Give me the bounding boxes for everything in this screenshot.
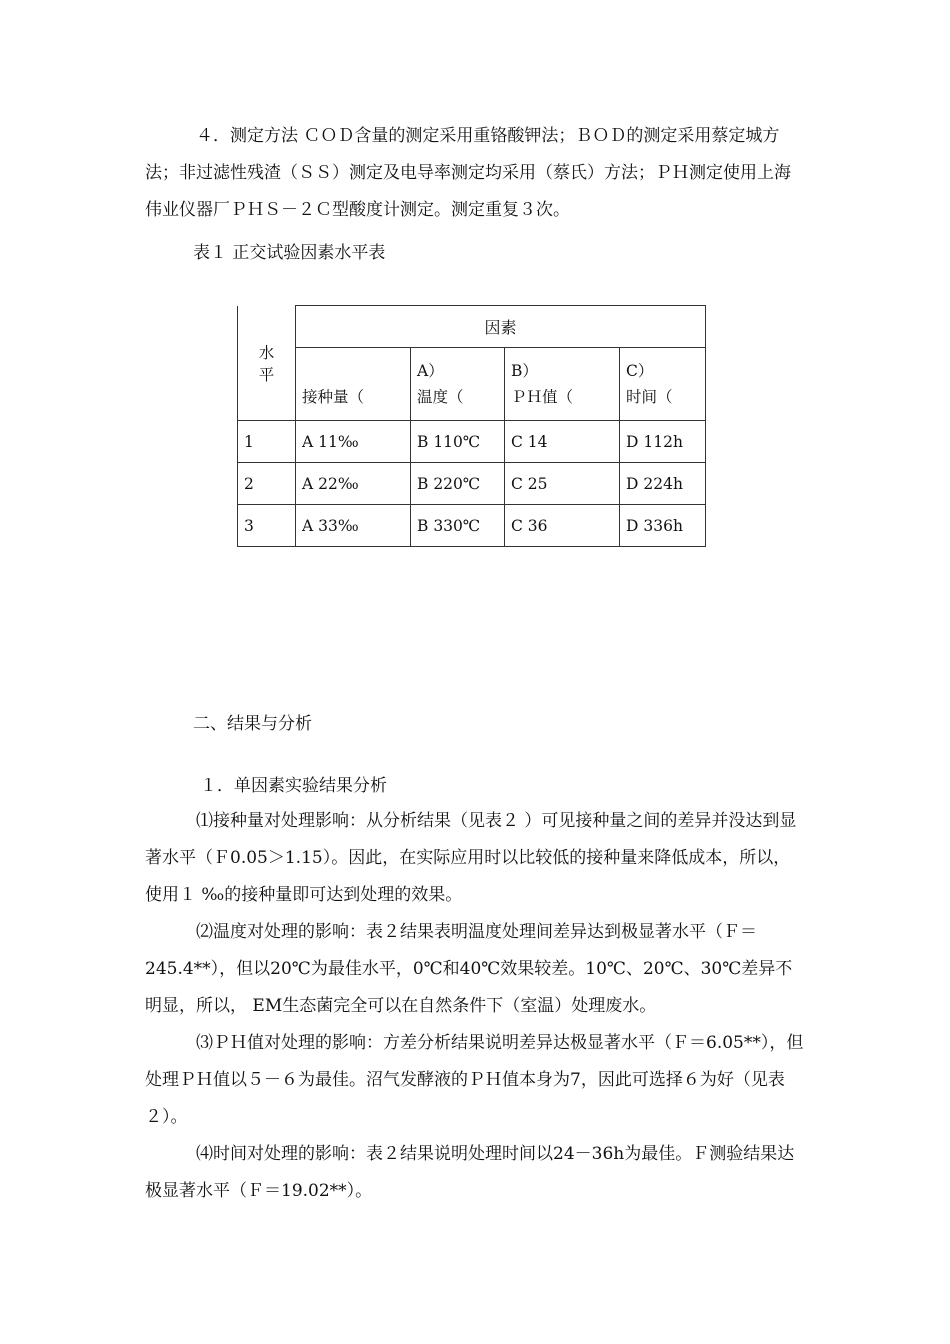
table-cell: A 33‰ xyxy=(296,505,411,547)
table-cell: D 336h xyxy=(620,505,706,547)
column-label: 接种量（ xyxy=(302,388,365,406)
table-cell: A 22‰ xyxy=(296,463,411,505)
table-cell: B 220℃ xyxy=(411,463,505,505)
table-row xyxy=(238,505,706,547)
column-label: 温度（ xyxy=(417,388,464,406)
column-header xyxy=(505,348,620,421)
level-header-cell xyxy=(238,306,296,421)
table-cell: A 11‰ xyxy=(296,421,411,463)
column-prefix xyxy=(302,358,404,384)
column-label: 时间（ xyxy=(626,388,673,406)
column-label: ＰＨ值（ xyxy=(511,388,574,406)
level-header-line2: 平 xyxy=(258,365,275,384)
column-header xyxy=(620,348,706,421)
table1-caption: 表１ 正交试验因素水平表 xyxy=(193,243,386,263)
column-prefix: B） xyxy=(511,362,538,380)
factor-level-table xyxy=(237,305,706,547)
table-cell: C 25 xyxy=(505,463,620,505)
table-cell: C 14 xyxy=(505,421,620,463)
column-prefix: C） xyxy=(626,362,654,380)
result-paragraph-4: ⑷时间对处理的影响：表２结果说明处理时间以24－36h为最佳。Ｆ测验结果达极显著水平（Ｆ＝19.02**）。 xyxy=(145,1144,795,1201)
table-row xyxy=(238,463,706,505)
result-paragraph-3: ⑶ＰＨ值对处理的影响：方差分析结果说明差异达极显著水平（Ｆ＝6.05**），但处理ＰＨ值以５－６为最佳。沼气发酵液的ＰＨ值本身为7，因此可选择６为好（见表２）。 xyxy=(145,1033,804,1127)
column-header xyxy=(296,348,411,421)
column-header xyxy=(411,348,505,421)
section4-paragraph: ４．测定方法 ＣＯＤ含量的测定采用重铬酸钾法；ＢＯＤ的测定采用蔡定城方法；非过滤性残渣（ＳＳ）测定及电导率测定均采用（蔡氏）方法；ＰＨ测定使用上海伟业仪器厂ＰＨＳ－２Ｃ型酸度计测定。测定重复３次。 xyxy=(145,126,791,220)
results-heading: 二、结果与分析 xyxy=(193,714,312,734)
level-cell: 1 xyxy=(238,421,296,463)
table-cell: C 36 xyxy=(505,505,620,547)
table-cell: D 224h xyxy=(620,463,706,505)
column-prefix: A） xyxy=(417,362,444,380)
table-cell: B 110℃ xyxy=(411,421,505,463)
results-subheading: １．单因素实验结果分析 xyxy=(200,776,387,796)
level-cell: 2 xyxy=(238,463,296,505)
table-cell: D 112h xyxy=(620,421,706,463)
level-cell: 3 xyxy=(238,505,296,547)
result-paragraph-1: ⑴接种量对处理影响：从分析结果（见表２ ）可见接种量之间的差异并没达到显著水平（Ｆ0.05＞1.15）。因此，在实际应用时以比较低的接种量来降低成本，所以，使用１ ‰的接种量即可达到处理的效果。 xyxy=(145,811,797,905)
level-header-line1: 水 xyxy=(258,343,275,362)
result-paragraph-2: ⑵温度对处理的影响：表２结果表明温度处理间差异达到极显著水平（Ｆ＝245.4**），但以20℃为最佳水平，0℃和40℃效果较差。10℃、20℃、30℃差异不明显，所以， EM生态菌完全可以在自然条件下（室温）处理废水。 xyxy=(145,922,793,1016)
table-cell: B 330℃ xyxy=(411,505,505,547)
table-row xyxy=(238,421,706,463)
factor-header: 因素 xyxy=(296,306,706,348)
